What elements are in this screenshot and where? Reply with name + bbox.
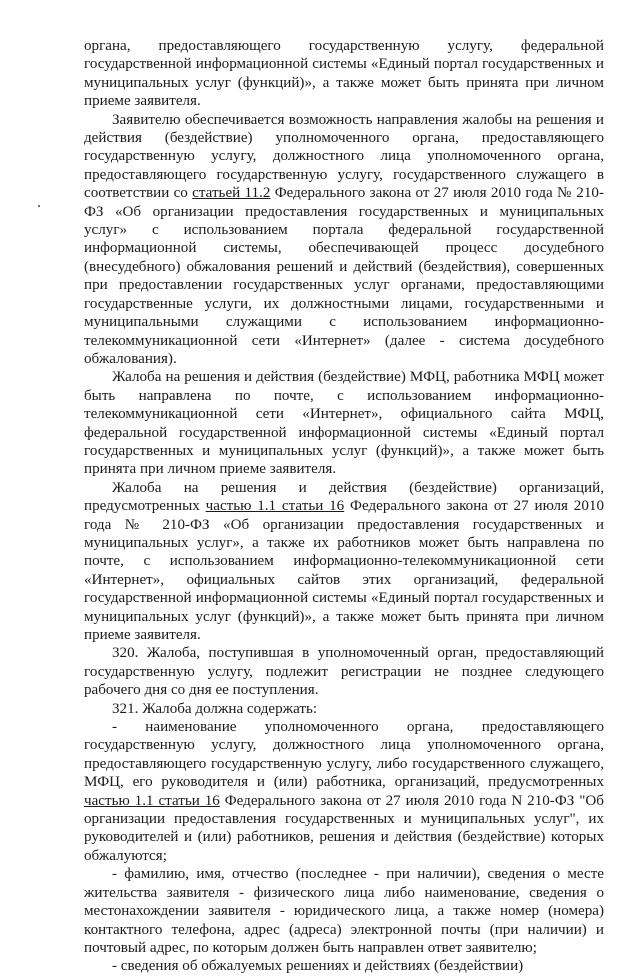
paragraph-text: Жалоба на решения и действия (бездействие) МФЦ, работника МФЦ может быть направлена по почте, с использованием информационно-телекоммуникационной сети «Интернет», официального сайта МФЦ, федеральной государственной информационной системы «Единый портал государственных и муниципальных услуг (функций)», а также может быть принята при личном приеме заявителя. xyxy=(84,369,604,478)
paragraph-text: Федерального закона от 27 июля 2010 года № 210-ФЗ «Об организации предоставления государственных и муниципальных услуг», а также их работников может быть направлена по почте, с использованием информационно-телекоммуникационной сети «Интернет», официальных сайтов этих организаций, федеральной государственной информационной системы «Единый портал государственных и муниципальных услуг (функций)», а также может быть принята при личном приеме заявителя. xyxy=(84,498,604,643)
paragraph-text: Заявителю обеспечивается возможность направления жалобы на решения и действия (бездействие) уполномоченного органа, предоставляющего государственную услугу, должностного лица уполномоченного органа, предоставляющего государственную услугу, государственного служащего в соответствии со xyxy=(84,111,604,202)
paragraph-text: Федерального закона от 27 июля 2010 года N 210-ФЗ "Об организации предоставления государственных и муниципальных услуг", их руководителей и (или) работников, решения и действия (бездействие) которых обжалуются; xyxy=(84,792,604,864)
list-item-applicant-details xyxy=(84,865,604,957)
paragraph-organizations-complaint xyxy=(84,479,604,645)
law-part-link[interactable]: частью 1.1 статьи 16 xyxy=(84,792,220,809)
law-article-link[interactable]: статьей 11.2 xyxy=(192,185,271,202)
paragraph-text: - фамилию, имя, отчество (последнее - при наличии), сведения о месте жительства заявителя - физического лица либо наименование, сведения о местонахождении заявителя - юридического лица, а также номер (номера) контактного телефона, адрес (адреса) электронной почты (при наличии) и почтовый адрес, по которым должен быть направлен ответ заявителю; xyxy=(84,866,604,956)
law-part-link[interactable]: частью 1.1 статьи 16 xyxy=(205,498,345,515)
scan-speck xyxy=(38,205,40,207)
paragraph-complaint-rights xyxy=(84,111,604,369)
document-body xyxy=(84,37,604,976)
list-item-appealed-decisions xyxy=(84,957,604,975)
paragraph-text: - сведения об обжалуемых решениях и действиях (бездействии) xyxy=(112,958,524,975)
paragraph-text: 320. Жалоба, поступившая в уполномоченный орган, предоставляющий государственную услугу, подлежит регистрации не позднее следующего рабочего дня со дня ее поступления. xyxy=(84,645,604,699)
paragraph-continuation xyxy=(84,37,604,111)
paragraph-320 xyxy=(84,644,604,699)
paragraph-321 xyxy=(84,700,604,718)
paragraph-text: Федерального закона от 27 июля 2010 года № 210-ФЗ «Об организации предоставления государственных и муниципальных услуг» с использованием портала федеральной государственной информационной системы, обеспечивающей процесс досудебного (внесудебного) обжалования решений и действий (бездействия), совершенных при предоставлении государственных услуг органами, предоставляющими государственные услуги, их должностными лицами, государственными и муниципальными служащими с использованием информационно-телекоммуникационной сети «Интернет» (далее - система досудебного обжалования). xyxy=(84,185,604,367)
paragraph-text: Жалоба на решения и действия (бездействие) организаций, предусмотренных xyxy=(84,479,604,515)
list-item-authority-name xyxy=(84,718,604,865)
paragraph-text: - наименование уполномоченного органа, предоставляющего государственную услугу, должностного лица уполномоченного органа, предоставляющего государственную услугу, либо государственного служащего, МФЦ, его руководителя и (или) работника, организаций, предусмотренных xyxy=(84,719,604,791)
paragraph-mfc-complaint xyxy=(84,368,604,478)
paragraph-text: 321. Жалоба должна содержать: xyxy=(112,700,318,717)
paragraph-text: органа, предоставляющего государственную услугу, федеральной государственной информационной системы «Единый портал государственных и муниципальных услуг (функций)», а также может быть принята при личном приеме заявителя. xyxy=(84,38,604,110)
